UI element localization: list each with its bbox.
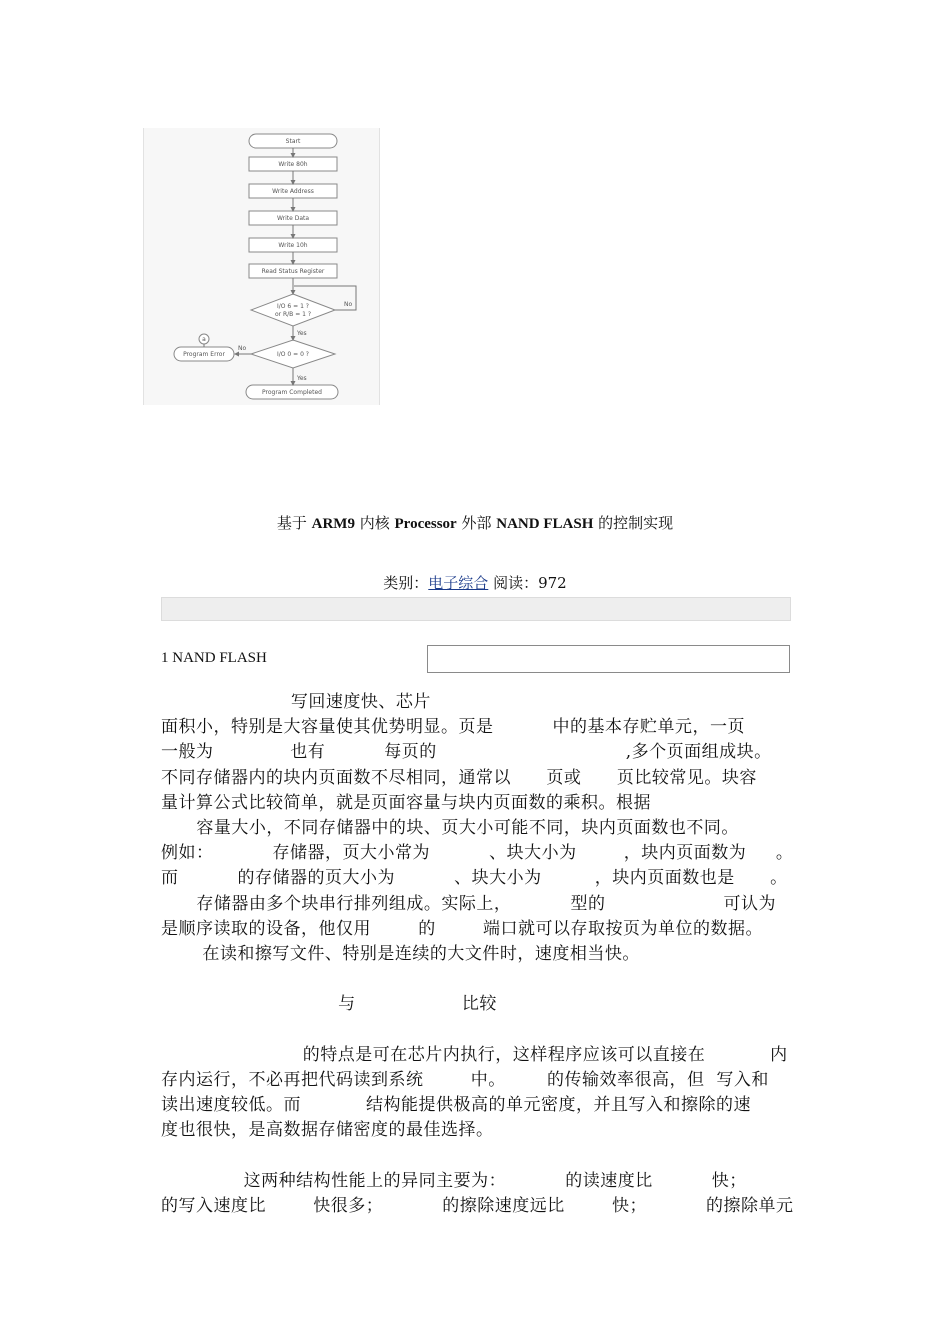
article-title: [0, 512, 950, 533]
title-bold-text: ARM9: [311, 516, 355, 532]
flow-error-text: Program Error: [183, 351, 225, 358]
flow-error-marker-text: a: [202, 336, 206, 343]
body-line: 而 的存储器的页大小为 、块大小为 ，块内页面数也是 。: [161, 868, 788, 889]
divider-bar: [161, 597, 791, 621]
flow-decision-text: I/O 0 = 0 ?: [277, 351, 309, 358]
flow-step-text: Write Address: [272, 188, 314, 195]
body-line: 存内运行，不必再把代码读到系统 中。 的传输效率很高，但 写入和: [161, 1070, 769, 1090]
flow-yes-label: Yes: [297, 330, 307, 337]
title-text: 的控制实现: [593, 514, 674, 532]
section-heading: 1 NAND FLASH: [161, 650, 267, 666]
body-line: 存储器由多个块串行排列组成。实际上， 型的 可认为: [161, 893, 777, 914]
body-line: 写回速度快、芯片: [161, 692, 431, 712]
body-line: 度也很快，是高数据存储密度的最佳选择。: [161, 1120, 494, 1141]
title-text: 基于: [276, 514, 312, 532]
flow-yes-label: Yes: [297, 375, 307, 382]
body-line: 在读和擦写文件、特别是连续的大文件时，速度相当快。: [161, 944, 640, 964]
title-bold-text: NAND FLASH: [496, 516, 594, 532]
body-line: 例如： 存储器，页大小常为 、块大小为 ，块内页面数为 。: [161, 843, 794, 864]
flow-step-text: Write 10h: [278, 242, 308, 249]
title-text: 内核: [354, 514, 395, 532]
flow-no-label: No: [344, 301, 353, 308]
title-text: 外部: [456, 514, 497, 532]
category-link[interactable]: 电子综合: [428, 574, 489, 592]
body-line: 面积小，特别是大容量使其优势明显。页是 中的基本存贮单元，一页: [161, 717, 746, 738]
body-line: 的写入速度比 快很多； 的擦除速度远比 快； 的擦除单元: [161, 1196, 794, 1216]
body-line: 量计算公式比较简单，就是页面容量与块内页面数的乘积。根据: [161, 792, 651, 813]
flow-step-text: Start: [285, 138, 301, 145]
body-line: 与 比较: [161, 994, 497, 1015]
flow-step-text: Read Status Register: [261, 268, 325, 275]
reads-label: 阅读：: [488, 574, 539, 592]
category-label: 类别：: [383, 574, 429, 592]
body-line: 一般为 也有 每页的 ,多个页面组成块。: [161, 742, 772, 763]
article-meta: [0, 572, 950, 593]
flow-decision-text: or R/B = 1 ?: [274, 311, 312, 318]
body-line: 是顺序读取的设备，他仅用 的 端口就可以存取按页为单位的数据。: [161, 918, 763, 939]
body-line: 容量大小，不同存储器中的块、页大小可能不同，块内页面数也不同。: [161, 818, 739, 838]
program-flowchart: [143, 128, 380, 405]
flowchart-svg: [144, 128, 379, 405]
body-line: 这两种结构性能上的异同主要为： 的读速度比 快；: [161, 1170, 747, 1191]
body-line: 读出速度较低。而 结构能提供极高的单元密度，并且写入和擦除的速: [161, 1095, 751, 1116]
flow-decision-node: [251, 294, 335, 326]
title-bold-text: Processor: [394, 516, 457, 532]
flow-step-text: Write 80h: [278, 161, 308, 168]
body-line: 不同存储器内的块内页面数不尽相同，通常以 页或 页比较常见。块容: [161, 767, 757, 788]
body-line: 的特点是可在芯片内执行，这样程序应该可以直接在 内: [161, 1044, 788, 1065]
empty-text-box[interactable]: [427, 645, 790, 673]
reads-count: 972: [538, 574, 567, 592]
flow-step-text: Write Data: [276, 215, 310, 222]
flow-end-text: Program Completed: [262, 389, 322, 396]
flow-decision-text: I/O 6 = 1 ?: [277, 303, 309, 310]
flow-no-label: No: [238, 345, 247, 352]
